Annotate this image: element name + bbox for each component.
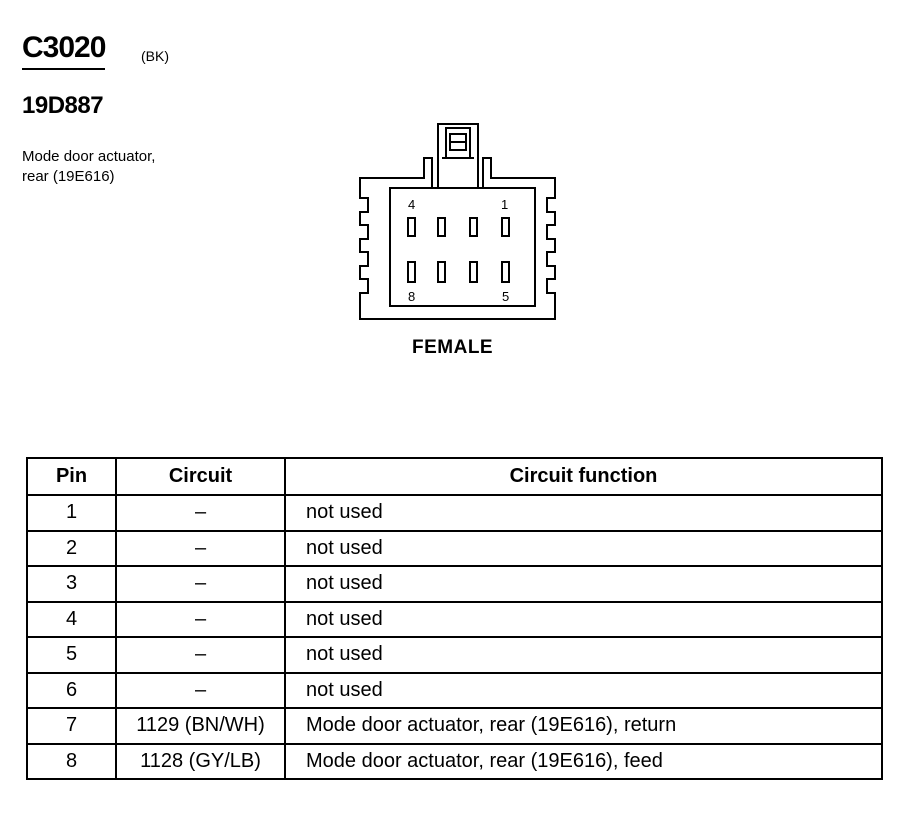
function-cell: not used [285,637,882,673]
header-pin: Pin [27,458,116,495]
circuit-cell: – [116,637,285,673]
pin-cell: 7 [27,708,116,744]
pin-cell: 4 [27,602,116,638]
terminal-4 [408,218,415,236]
pin-cell: 3 [27,566,116,602]
pin-cell: 1 [27,495,116,531]
circuit-cell: – [116,531,285,567]
pin-cell: 5 [27,637,116,673]
terminal-7 [438,262,445,282]
pin-label-1: 1 [501,197,509,212]
connector-face-diagram [350,120,570,325]
table-row [27,744,882,780]
table-row [27,637,882,673]
function-cell: Mode door actuator, rear (19E616), feed [285,744,882,780]
circuit-cell: 1129 (BN/WH) [116,708,285,744]
component-description [22,147,242,187]
pin-label-5: 5 [502,289,510,304]
terminal-6 [470,262,477,282]
description-line-2: rear (19E616) [22,168,115,185]
pinout-table [26,457,883,780]
table-row [27,495,882,531]
terminal-2 [470,218,477,236]
table-row [27,566,882,602]
function-cell: Mode door actuator, rear (19E616), return [285,708,882,744]
terminal-3 [438,218,445,236]
color-code: (BK) [141,48,169,64]
table-row [27,708,882,744]
terminal-8 [408,262,415,282]
pin-cell: 6 [27,673,116,709]
header-circuit-function: Circuit function [285,458,882,495]
terminal-5 [502,262,509,282]
table-row [27,602,882,638]
pin-cell: 8 [27,744,116,780]
circuit-cell: – [116,673,285,709]
circuit-cell: 1128 (GY/LB) [116,744,285,780]
part-number: 19D887 [22,92,104,119]
circuit-cell: – [116,602,285,638]
function-cell: not used [285,566,882,602]
description-line-1: Mode door actuator, [22,148,156,165]
function-cell: not used [285,673,882,709]
table-row [27,673,882,709]
pin-label-4: 4 [408,197,416,212]
pin-label-8: 8 [408,289,416,304]
terminal-1 [502,218,509,236]
function-cell: not used [285,602,882,638]
function-cell: not used [285,495,882,531]
table-header-row [27,458,882,495]
circuit-cell: – [116,495,285,531]
header-circuit: Circuit [116,458,285,495]
connector-id: C3020 [22,30,105,70]
function-cell: not used [285,531,882,567]
pin-cell: 2 [27,531,116,567]
circuit-cell: – [116,566,285,602]
connector-gender-label: FEMALE [412,337,494,358]
table-row [27,531,882,567]
